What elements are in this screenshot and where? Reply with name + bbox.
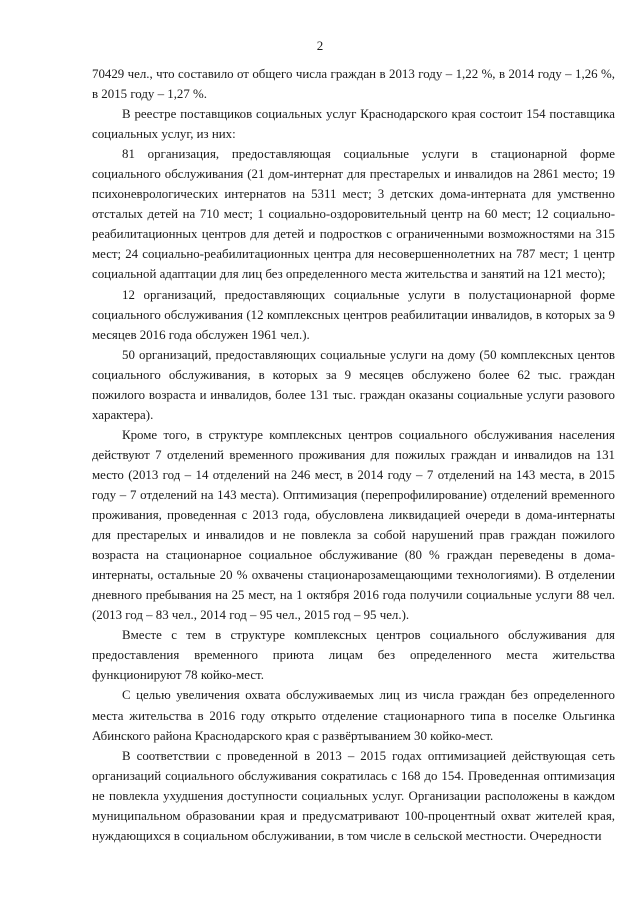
paragraph-1: 70429 чел., что составило от общего числа граждан в 2013 году – 1,22 %, в 2014 году – 1,26 %, в 2015 году – 1,27 %. <box>92 67 615 102</box>
paragraph-4: 12 организаций, предоставляющих социальные услуги в полустационарной форме социального обслуживания (12 комплексных центров реабилитации инвалидов, в которых за 9 месяцев 2016 года обслужен 1961 чел.). <box>92 287 615 342</box>
paragraph-9: В соответствии с проведенной в 2013 – 2015 годах оптимизацией действующая сеть организаций социального обслуживания сократилась с 168 до 154. Проведенная оптимизация не повлекла ухудшения доступности социальных услуг. Организации расположены в каждом муниципальном образовании края и предусматривают 100-процентный охват жителей края, нуждающихся в социальном обслуживании, в том числе в сельской местности. Очередности <box>92 748 615 843</box>
paragraph-3: 81 организация, предоставляющая социальные услуги в стационарной форме социального обслуживания (21 дом-интернат для престарелых и инвалидов на 2861 место; 19 психоневрологических интернатов на 5311 мест; 3 детских дома-интерната для умственно отсталых детей на 710 мест; 1 социально-оздоровительный центр на 60 мест; 12 социально-реабилитационных центров для детей и подростков с ограниченными возможностями на 315 мест; 24 социально-реабилитационных центра для несовершеннолетних на 787 мест; 1 центр социальной адаптации для лиц без определенного места жительства и занятий на 121 место); <box>92 147 615 282</box>
paragraph-8: С целью увеличения охвата обслуживаемых лиц из числа граждан без определенного места жительства в 2016 году открыто отделение стационарного типа в поселке Ольгинка Абинского района Краснодарского края с развёртыванием 30 койко-мест. <box>92 688 615 743</box>
paragraph-2: В реестре поставщиков социальных услуг Краснодарского края состоит 154 поставщика социальных услуг, из них: <box>92 107 615 142</box>
paragraph-5: 50 организаций, предоставляющих социальные услуги на дому (50 комплексных центов социального обслуживания, в которых за 9 месяцев обслужено более 62 тыс. граждан пожилого возраста и инвалидов, более 131 тыс. граждан оказаны социальные услуги разового характера). <box>92 347 615 422</box>
document-body <box>92 64 615 846</box>
paragraph-6: Кроме того, в структуре комплексных центров социального обслуживания населения действуют 7 отделений временного проживания для пожилых граждан и инвалидов на 131 место (2013 год – 14 отделений на 246 мест, в 2014 году – 7 отделений на 143 места, в 2015 году – 7 отделений на 143 места). Оптимизация (перепрофилирование) отделений временного проживания, проведенная с 2013 года, обусловлена ликвидацией очереди в дома-интернаты для престарелых и инвалидов и не повлекла за собой нарушений прав граждан пожилого возраста на стационарное социальное обслуживание (80 % граждан переведены в дома-интернаты, остальные 20 % охвачены стационарозамещающими технологиями). В отделении дневного пребывания на 25 мест, на 1 октября 2016 года получили социальные услуги 88 чел. (2013 год – 83 чел., 2014 год – 95 чел., 2015 год – 95 чел.). <box>92 427 615 623</box>
page-number: 2 <box>316 38 324 53</box>
paragraph-7: Вместе с тем в структуре комплексных центров социального обслуживания для предоставления временного приюта лицам без определенного места жительства функционируют 78 койко-мест. <box>92 628 615 683</box>
